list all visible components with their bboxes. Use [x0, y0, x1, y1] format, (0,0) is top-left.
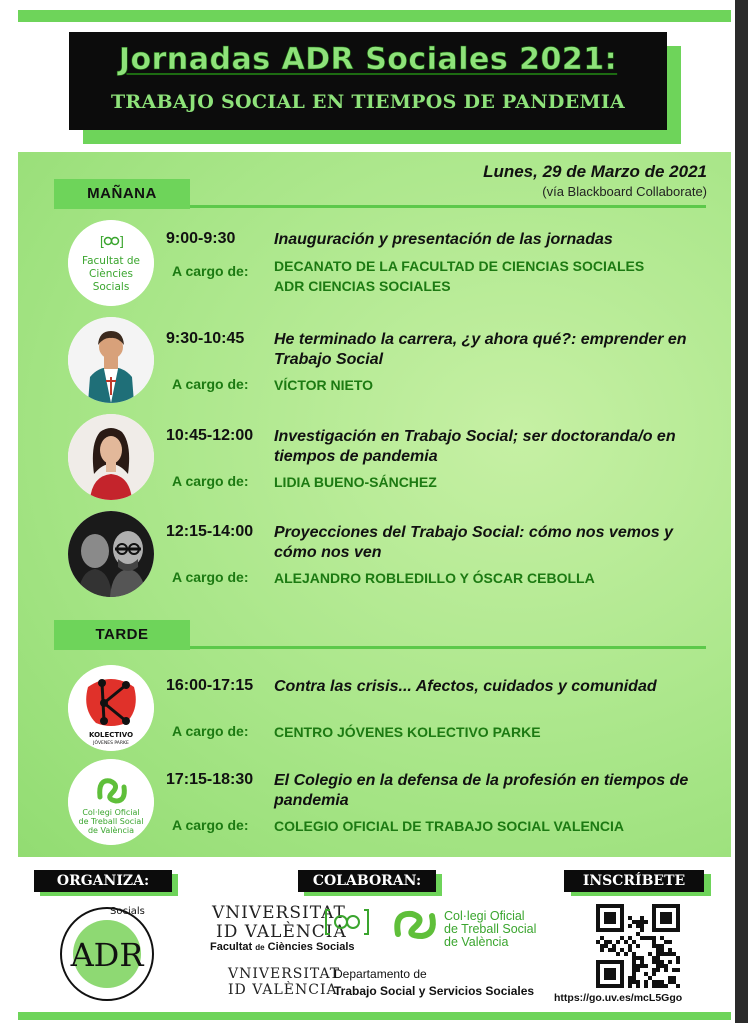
poster-header	[69, 32, 667, 130]
qr-code-icon[interactable]	[596, 904, 680, 988]
svg-text:]: ]	[118, 235, 126, 250]
event-title: He terminado la carrera, ¿y ahora qué?: emprender en Trabajo Social	[274, 331, 687, 368]
event-item	[166, 771, 726, 841]
kolectivo-logo-line-1: KOLECTIVO	[88, 731, 134, 739]
colegio-logo-line-3: de València	[87, 826, 135, 835]
speaker-photo-avatar	[68, 414, 154, 500]
facultat-logo-avatar	[68, 220, 154, 306]
facultat-word-3: Socials	[315, 941, 355, 953]
colegio-mini-logo-icon	[390, 904, 442, 950]
kolectivo-logo-avatar	[68, 665, 154, 751]
event-speaker: ADR CIENCIAS SOCIALES	[274, 278, 451, 294]
person-photo-icon	[68, 317, 154, 403]
cargo-label: A cargo de:	[172, 473, 249, 489]
colegio-logo-line-2: de Treball Social	[78, 817, 144, 826]
event-title: Investigación en Trabajo Social; ser doctoranda/o en tiempos de pandemia	[274, 428, 676, 465]
event-item	[166, 330, 726, 400]
facultat-word-2: Ciències	[267, 941, 313, 953]
top-green-bar	[18, 10, 731, 22]
facultat-logo-line-2: Ciències	[89, 268, 133, 280]
organiza-label: ORGANIZA:	[34, 870, 172, 892]
event-title: Contra las crisis... Afectos, cuidados y comunidad	[274, 678, 657, 695]
uv-logo-line-2: ID VALÈNCIA	[216, 922, 347, 942]
speaker-photo-avatar	[68, 317, 154, 403]
facultat-logo-line-3: Socials	[92, 281, 130, 293]
bottom-green-bar	[18, 1012, 731, 1020]
departamento-line-2: Trabajo Social y Servicios Sociales	[334, 984, 535, 998]
cargo-label: A cargo de:	[172, 263, 249, 279]
cargo-label: A cargo de:	[172, 817, 249, 833]
section-divider	[190, 646, 706, 649]
cargo-label: A cargo de:	[172, 723, 249, 739]
event-item	[166, 230, 726, 300]
facultat-word-de: de	[255, 943, 265, 952]
footer-logos	[18, 862, 731, 1010]
section-divider	[190, 205, 706, 208]
colegio-wordmark-line-1: Col·legi Oficial	[444, 909, 525, 923]
event-title: Proyecciones del Trabajo Social: cómo nos vemos y cómo nos ven	[274, 524, 673, 561]
program-panel	[18, 152, 731, 857]
event-time: 9:00-9:30	[166, 230, 236, 247]
registration-link[interactable]: https://go.uv.es/mcL5Ggo	[554, 992, 683, 1004]
adr-logo-letters: ADR	[70, 936, 144, 974]
poster-title: Jornadas ADR Sociales 2021:	[118, 42, 618, 77]
cargo-label: A cargo de:	[172, 569, 249, 585]
poster-subtitle: TRABAJO SOCIAL EN TIEMPOS DE PANDEMIA	[110, 91, 626, 113]
date-block	[483, 162, 707, 199]
event-title: Inauguración y presentación de las jornadas	[274, 231, 613, 248]
event-time: 10:45-12:00	[166, 427, 254, 444]
qr-code[interactable]	[596, 904, 680, 988]
adr-logo-icon	[58, 900, 156, 1002]
facultat-word-1: Facultat	[210, 941, 253, 953]
departamento-line-1: Departamento de	[334, 967, 427, 981]
event-speaker: VÍCTOR NIETO	[274, 377, 374, 393]
kolectivo-logo-icon	[68, 665, 154, 751]
event-item	[166, 523, 726, 593]
facultat-wordmark	[210, 941, 355, 953]
event-item	[166, 677, 726, 747]
section-afternoon: TARDE	[54, 620, 190, 650]
facultat-logo-icon	[68, 220, 154, 306]
cargo-label: A cargo de:	[172, 376, 249, 392]
inscribete-label: INSCRÍBETE	[564, 870, 704, 892]
svg-text:[: [	[98, 235, 106, 250]
person-photo-icon	[68, 414, 154, 500]
speakers-photo-avatar	[68, 511, 154, 597]
facultat-logo-line-1: Facultat de	[82, 255, 140, 267]
event-speaker: ALEJANDRO ROBLEDILLO Y ÓSCAR CEBOLLA	[274, 570, 595, 586]
colaboran-label: COLABORAN:	[298, 870, 436, 892]
people-photo-icon	[68, 511, 154, 597]
uv-logo-2-line-2: ID VALÈNCIA	[228, 982, 338, 998]
event-speaker: COLEGIO OFICIAL DE TRABAJO SOCIAL VALENCIA	[274, 818, 625, 834]
departamento-wordmark	[334, 966, 534, 1000]
uv-logo-line-1: VNIVERSITAT	[212, 903, 346, 923]
colegio-logo-avatar	[68, 759, 154, 845]
adr-logo-ring-text: Socials	[110, 906, 145, 917]
event-speaker: CENTRO JÓVENES KOLECTIVO PARKE	[274, 724, 541, 740]
adr-logo	[58, 900, 156, 1002]
colegio-wordmark-line-2: de Treball Social	[444, 922, 537, 936]
event-time: 17:15-18:30	[166, 771, 254, 788]
event-time: 16:00-17:15	[166, 677, 254, 694]
event-time: 12:15-14:00	[166, 523, 254, 540]
colegio-logo-line-1: Col·legi Oficial	[82, 808, 140, 817]
event-platform: (vía Blackboard Collaborate)	[542, 184, 707, 199]
facultat-mini-logo-icon	[324, 906, 370, 938]
event-time: 9:30-10:45	[166, 330, 245, 347]
section-morning: MAÑANA	[54, 179, 190, 209]
event-speaker: DECANATO DE LA FACULTAD DE CIENCIAS SOCIALES	[274, 258, 645, 274]
colegio-wordmark	[444, 910, 536, 949]
kolectivo-logo-line-2: JÓVENES PARKE	[93, 741, 129, 746]
colegio-wordmark-line-3: de València	[444, 935, 509, 949]
event-item	[166, 427, 726, 497]
uv-logo-2-line-1: VNIVERSITAT	[228, 966, 341, 982]
event-date: Lunes, 29 de Marzo de 2021	[483, 162, 707, 181]
event-speaker: LIDIA BUENO-SÁNCHEZ	[274, 474, 437, 490]
colegio-logo-icon	[68, 759, 154, 845]
event-title: El Colegio en la defensa de la profesión en tiempos de pandemia	[274, 772, 689, 809]
